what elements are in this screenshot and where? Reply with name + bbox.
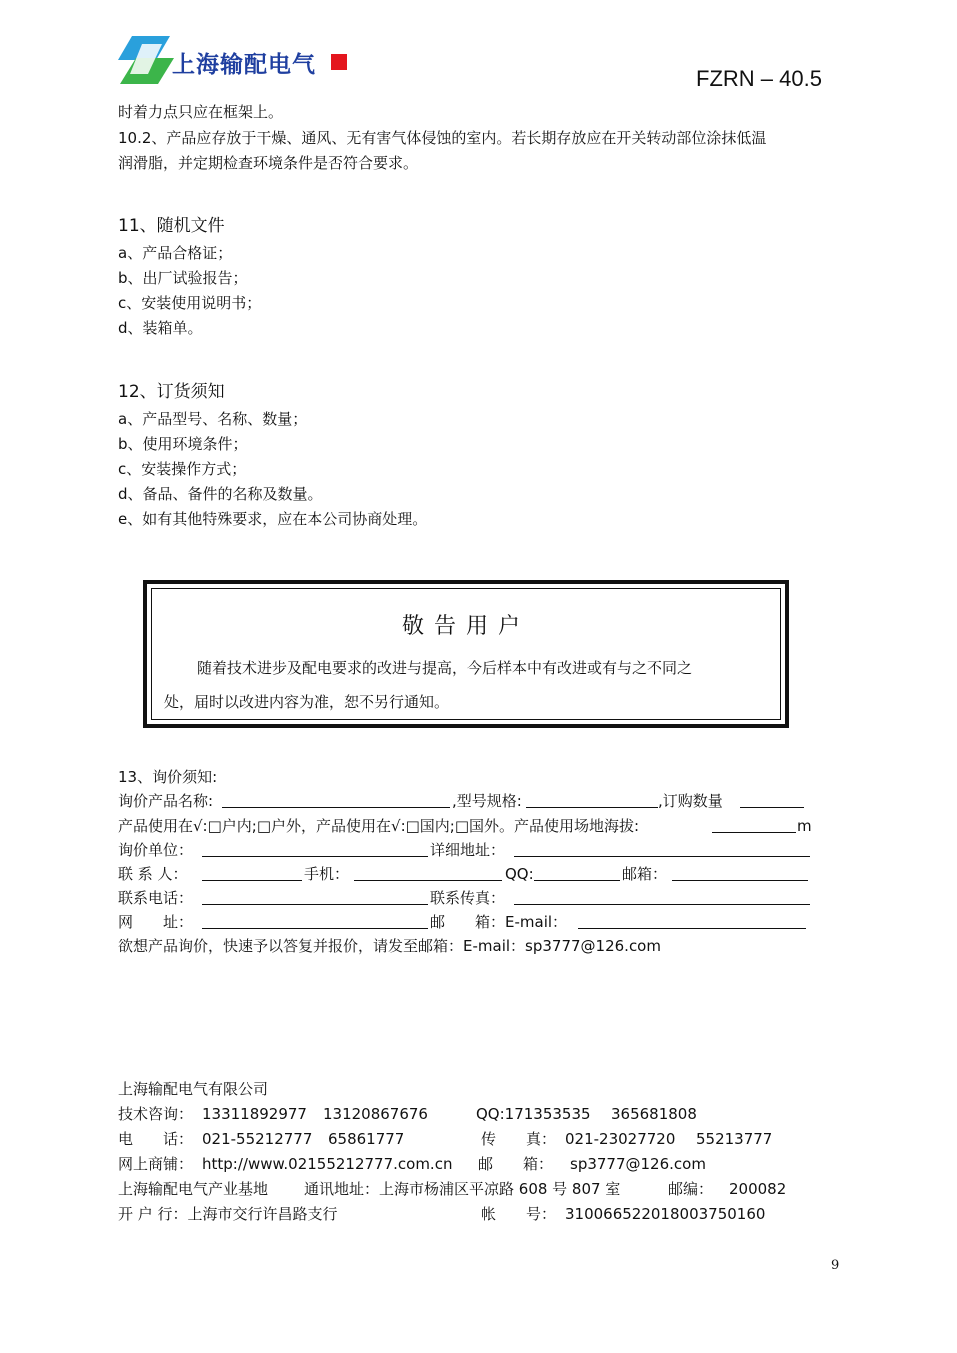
tech-phone-2: 13120867676 — [323, 1105, 428, 1123]
shop-url[interactable]: http://www.02155212777.com.cn — [202, 1155, 453, 1173]
company-label: 询价单位： — [118, 841, 194, 859]
qq-number-2: 365681808 — [611, 1105, 697, 1123]
fax-label: 联系传真： — [430, 889, 506, 907]
mailbox-field[interactable] — [672, 864, 808, 881]
email-field[interactable] — [578, 912, 806, 929]
notice-text-2: 处，届时以改进内容为准，恕不另行通知。 — [164, 693, 450, 711]
altitude-field[interactable] — [712, 816, 796, 833]
intro-line-3: 润滑脂，并定期检查环境条件是否符合要求。 — [118, 154, 419, 172]
page-number: 9 — [831, 1258, 840, 1273]
account-number: 310066522018003750160 — [565, 1205, 766, 1223]
list-item: c、安装操作方式； — [118, 460, 247, 478]
mailbox-label: 邮箱： — [622, 865, 668, 883]
fax-number-label: 传 真： — [481, 1130, 557, 1148]
list-item: b、使用环境条件； — [118, 435, 248, 453]
inquiry-closing: 欲想产品询价，快速予以答复并报价，请发至邮箱：E-mail：sp3777@126.com — [118, 937, 661, 955]
qq-number-1: QQ:171353535 — [476, 1105, 591, 1123]
footer-company: 上海输配电气有限公司 — [118, 1080, 269, 1098]
tel-number-1: 021-55212777 — [202, 1130, 313, 1148]
website-label: 网 址： — [118, 913, 194, 931]
product-name-label: 询价产品名称: — [118, 792, 214, 810]
fax-number-1: 021-23027720 — [565, 1130, 676, 1148]
list-item: b、出厂试验报告； — [118, 269, 248, 287]
intro-line-2: 10.2、产品应存放于干燥、通风、无有害气体侵蚀的室内。若长期存放应在开关转动部位涂抹低温 — [118, 129, 767, 147]
model-spec-label: ,型号规格: — [452, 792, 522, 810]
zip-code: 200082 — [729, 1180, 787, 1198]
contact-field[interactable] — [202, 864, 302, 881]
logo-text: 上海输配电气 — [172, 52, 316, 78]
order-qty-label: ,订购数量 — [658, 792, 723, 810]
address-label: 详细地址： — [430, 841, 506, 859]
mobile-label: 手机： — [304, 865, 350, 883]
logo-red-square — [331, 54, 347, 70]
list-item: e、如有其他特殊要求，应在本公司协商处理。 — [118, 510, 428, 528]
section-11-title: 11、随机文件 — [118, 216, 225, 236]
usage-line: 产品使用在√:□户内;□户外，产品使用在√:□国内;□国外。产品使用场地海拔: — [118, 817, 640, 835]
tech-phone-1: 13311892977 — [202, 1105, 307, 1123]
logo-mark-icon — [118, 34, 174, 84]
list-item: a、产品型号、名称、数量； — [118, 410, 308, 428]
list-item: c、安装使用说明书； — [118, 294, 262, 312]
shop-label: 网上商铺： — [118, 1155, 194, 1173]
account-label: 帐 号： — [481, 1205, 557, 1223]
fax-field[interactable] — [514, 888, 810, 905]
bank-info: 开 户 行：上海市交行许昌路支行 — [118, 1205, 338, 1223]
footer-mail-label: 邮 箱： — [478, 1155, 554, 1173]
address-field[interactable] — [514, 840, 810, 857]
list-item: d、装箱单。 — [118, 319, 203, 337]
notice-text-1: 随着技术进步及配电要求的改进与提高，今后样本中有改进或有与之不同之 — [197, 659, 693, 677]
section-12-title: 12、订货须知 — [118, 382, 225, 402]
email-label: 邮 箱：E-mail： — [430, 913, 568, 931]
mailing-address: 通讯地址：上海市杨浦区平凉路 608 号 807 室 — [304, 1180, 621, 1198]
notice-box — [143, 580, 789, 728]
notice-box-inner — [151, 588, 781, 720]
qq-label: QQ: — [505, 865, 534, 883]
order-qty-field[interactable] — [740, 791, 804, 808]
model-number: FZRN – 40.5 — [696, 66, 822, 91]
tel-label: 电 话： — [118, 1130, 194, 1148]
company-field[interactable] — [202, 840, 428, 857]
tel-number-2: 65861777 — [328, 1130, 405, 1148]
inquiry-title: 13、询价须知: — [118, 768, 218, 786]
unit-m: m — [797, 817, 812, 835]
industrial-base: 上海输配电气产业基地 — [118, 1180, 269, 1198]
mobile-field[interactable] — [354, 864, 502, 881]
contact-label: 联 系 人： — [118, 865, 188, 883]
model-spec-field[interactable] — [526, 791, 658, 808]
product-name-field[interactable] — [222, 791, 450, 808]
footer-mail[interactable]: sp3777@126.com — [570, 1155, 706, 1173]
phone-field[interactable] — [202, 888, 428, 905]
list-item: a、产品合格证； — [118, 244, 233, 262]
qq-field[interactable] — [534, 864, 620, 881]
notice-title: 敬告用户 — [401, 614, 530, 639]
tech-label: 技术咨询： — [118, 1105, 194, 1123]
fax-number-2: 55213777 — [696, 1130, 773, 1148]
zip-label: 邮编： — [668, 1180, 714, 1198]
website-field[interactable] — [202, 912, 428, 929]
phone-label: 联系电话： — [118, 889, 194, 907]
intro-line-1: 时着力点只应在框架上。 — [118, 103, 284, 121]
list-item: d、备品、备件的名称及数量。 — [118, 485, 323, 503]
